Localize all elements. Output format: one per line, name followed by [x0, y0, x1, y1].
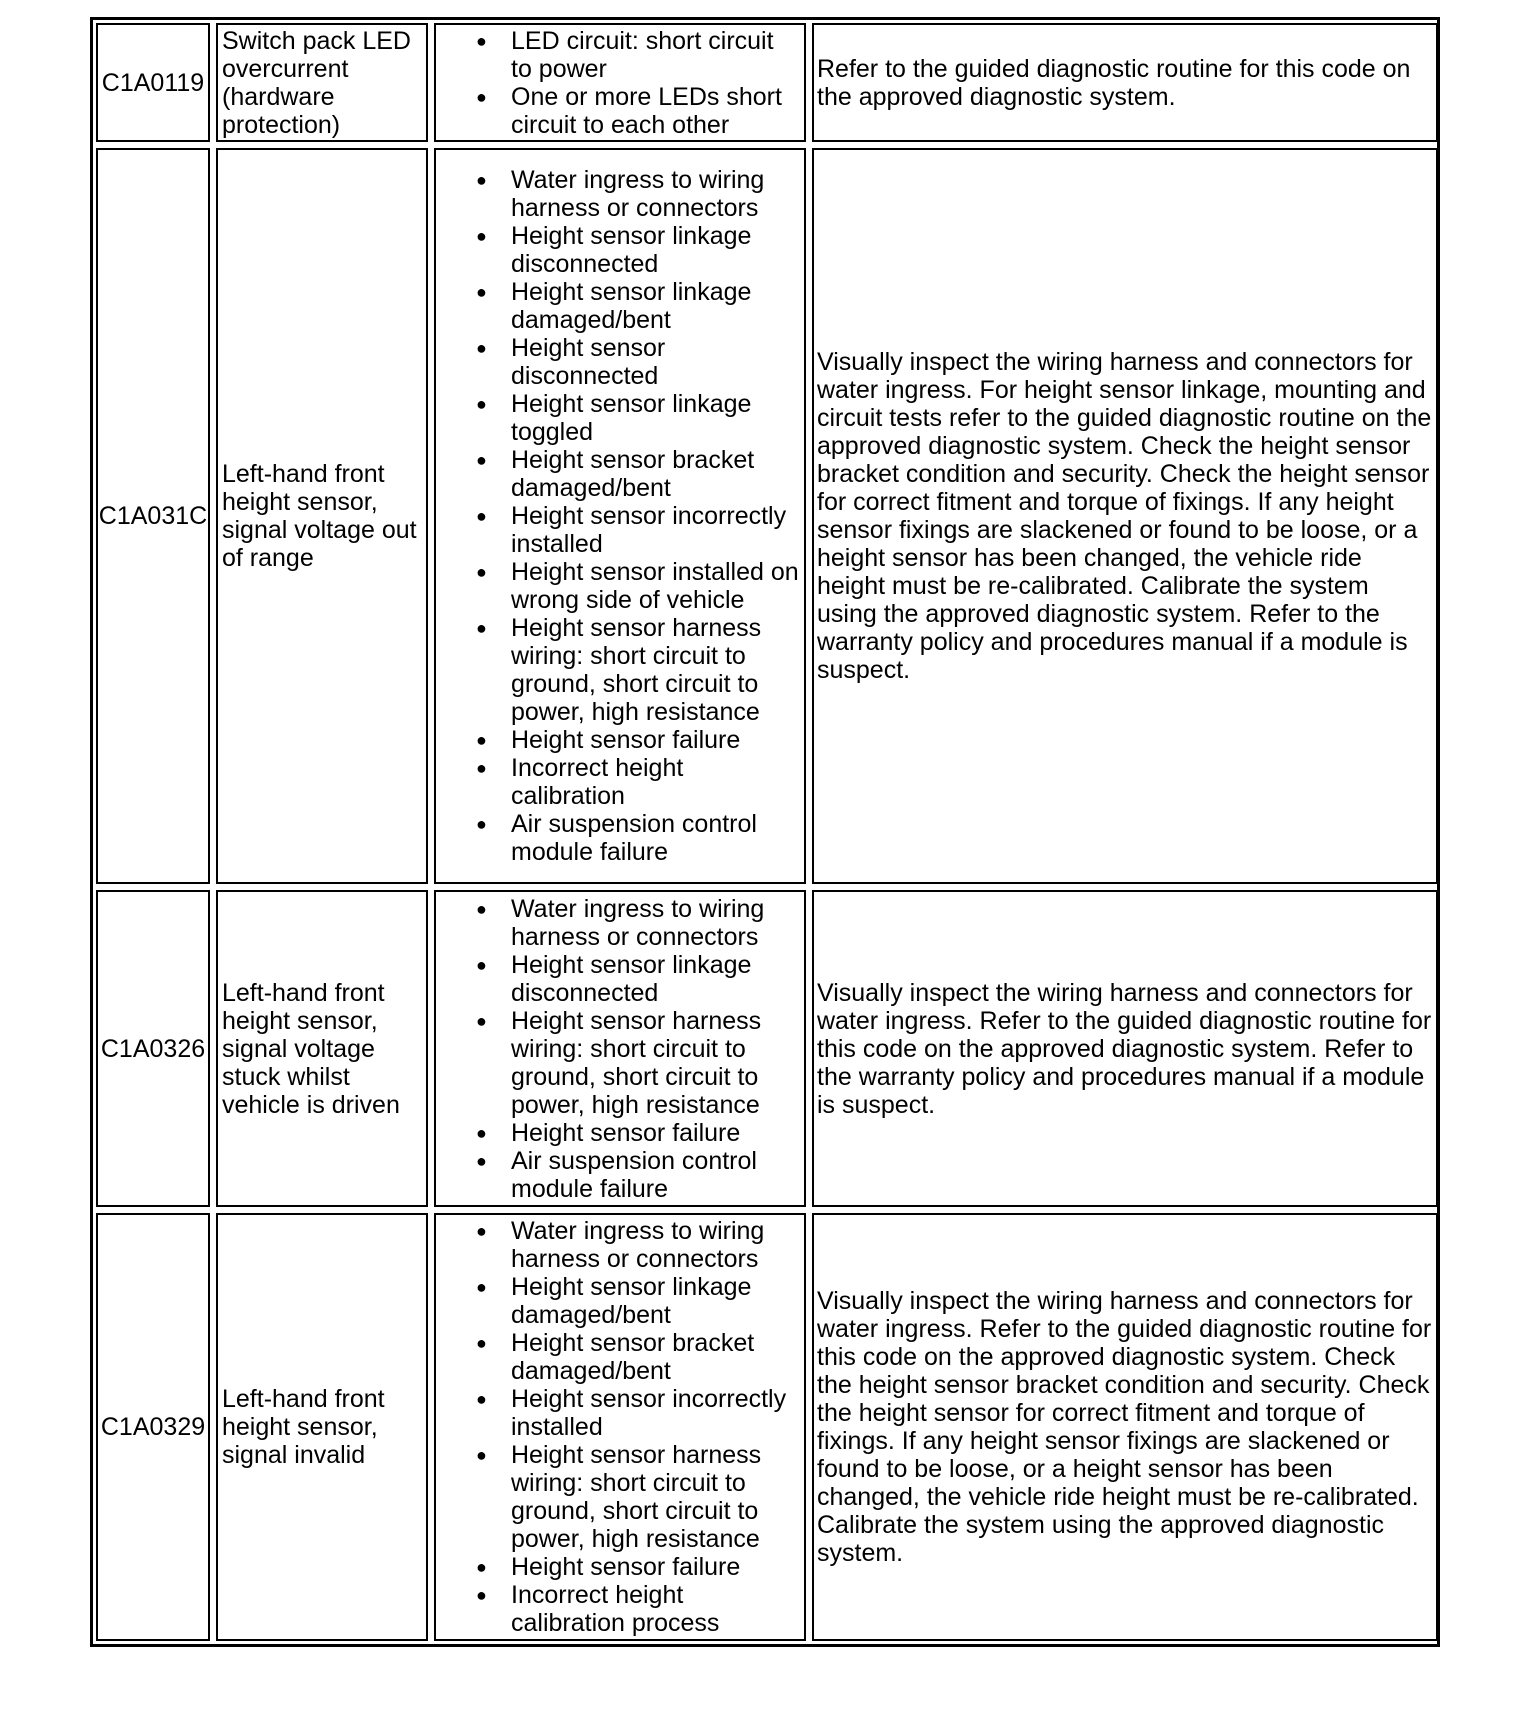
cause-item: ● Height sensor failure	[476, 726, 800, 754]
action-cell	[812, 890, 1438, 1207]
cause-item: ● Height sensor linkage toggled	[476, 390, 800, 446]
action-cell	[812, 148, 1438, 884]
cause-item: ● Height sensor linkage disconnected	[476, 951, 800, 1007]
dtc-table	[90, 17, 1440, 1647]
possible-causes-cell	[434, 23, 806, 142]
table-row	[93, 887, 1437, 1210]
action-cell	[812, 23, 1438, 142]
table-row	[93, 20, 1437, 145]
dtc-code-cell	[96, 1213, 210, 1641]
description-cell	[216, 148, 428, 884]
action-text: Refer to the guided diagnostic routine for this code on the approved diagnostic system.	[817, 54, 1411, 111]
cause-item: ● Height sensor harness wiring: short circuit to ground, short circuit to power, high resistance	[476, 1441, 800, 1553]
cause-item: ● Height sensor failure	[476, 1553, 800, 1581]
possible-causes-cell	[434, 1213, 806, 1641]
description-cell	[216, 23, 428, 142]
possible-causes-list	[476, 27, 800, 139]
cause-item: ● Water ingress to wiring harness or connectors	[476, 1217, 800, 1273]
description-cell	[216, 1213, 428, 1641]
cause-item: ● Air suspension control module failure	[476, 1147, 800, 1203]
cause-item: ● LED circuit: short circuit to power	[476, 27, 800, 83]
cause-item: ● Height sensor disconnected	[476, 334, 800, 390]
dtc-code: C1A0326	[100, 1034, 206, 1063]
cause-item: ● Height sensor linkage disconnected	[476, 222, 800, 278]
cause-item: ● Water ingress to wiring harness or connectors	[476, 166, 800, 222]
cause-item: ● Height sensor incorrectly installed	[476, 1385, 800, 1441]
possible-causes-cell	[434, 890, 806, 1207]
possible-causes-list	[476, 1217, 800, 1637]
cause-item: ● Height sensor bracket damaged/bent	[476, 446, 800, 502]
dtc-description: Left-hand front height sensor, signal voltage stuck whilst vehicle is driven	[222, 978, 400, 1119]
cause-item: ● Height sensor linkage damaged/bent	[476, 1273, 800, 1329]
cause-item: ● Height sensor incorrectly installed	[476, 502, 800, 558]
description-cell	[216, 890, 428, 1207]
cause-item: ● Incorrect height calibration	[476, 754, 800, 810]
possible-causes-cell	[434, 148, 806, 884]
possible-causes-list	[476, 166, 800, 866]
cause-item: ● Air suspension control module failure	[476, 810, 800, 866]
possible-causes-list	[476, 895, 800, 1203]
dtc-code: C1A0329	[100, 1413, 206, 1441]
dtc-description: Left-hand front height sensor, signal invalid	[222, 1385, 385, 1469]
dtc-description: Switch pack LED overcurrent (hardware protection)	[222, 26, 411, 139]
cause-item: ● Height sensor installed on wrong side of vehicle	[476, 558, 800, 614]
cause-item: ● Height sensor failure	[476, 1119, 800, 1147]
action-cell	[812, 1213, 1438, 1641]
cause-item: ● Height sensor harness wiring: short circuit to ground, short circuit to power, high resistance	[476, 614, 800, 726]
table-row	[93, 145, 1437, 887]
cause-item: ● One or more LEDs short circuit to each other	[476, 83, 800, 139]
cause-item: ● Water ingress to wiring harness or connectors	[476, 895, 800, 951]
cause-item: ● Height sensor harness wiring: short circuit to ground, short circuit to power, high resistance	[476, 1007, 800, 1119]
cause-item: ● Incorrect height calibration process	[476, 1581, 800, 1637]
action-text: Visually inspect the wiring harness and connectors for water ingress. For height sensor linkage, mounting and circuit tests refer to the guided diagnostic routine on the approved diagnostic system. Check the height sensor bracket condition and security. Check the height sensor for correct fitment and torque of fixings. If any height sensor fixings are slackened or found to be loose, or a height sensor has been changed, the vehicle ride height must be re-calibrated. Calibrate the system using the approved diagnostic system. Refer to the warranty policy and procedures manual if a module is suspect.	[817, 348, 1432, 684]
dtc-code: C1A0119	[101, 68, 205, 97]
cause-item: ● Height sensor bracket damaged/bent	[476, 1329, 800, 1385]
action-text: Visually inspect the wiring harness and connectors for water ingress. Refer to the guided diagnostic routine for this code on the approved diagnostic system. Check the height sensor bracket condition and security. Check the height sensor for correct fitment and torque of fixings. If any height sensor fixings are slackened or found to be loose, or a height sensor has been changed, the vehicle ride height must be re-calibrated. Calibrate the system using the approved diagnostic system.	[817, 1287, 1432, 1567]
table-row	[93, 1210, 1437, 1644]
dtc-code: C1A031C	[98, 502, 208, 530]
dtc-code-cell	[96, 148, 210, 884]
dtc-code-cell	[96, 890, 210, 1207]
dtc-description: Left-hand front height sensor, signal voltage out of range	[222, 460, 417, 572]
dtc-code-cell	[96, 23, 210, 142]
action-text: Visually inspect the wiring harness and connectors for water ingress. Refer to the guided diagnostic routine for this code on the approved diagnostic system. Refer to the warranty policy and procedures manual if a module is suspect.	[817, 978, 1432, 1119]
cause-item: ● Height sensor linkage damaged/bent	[476, 278, 800, 334]
